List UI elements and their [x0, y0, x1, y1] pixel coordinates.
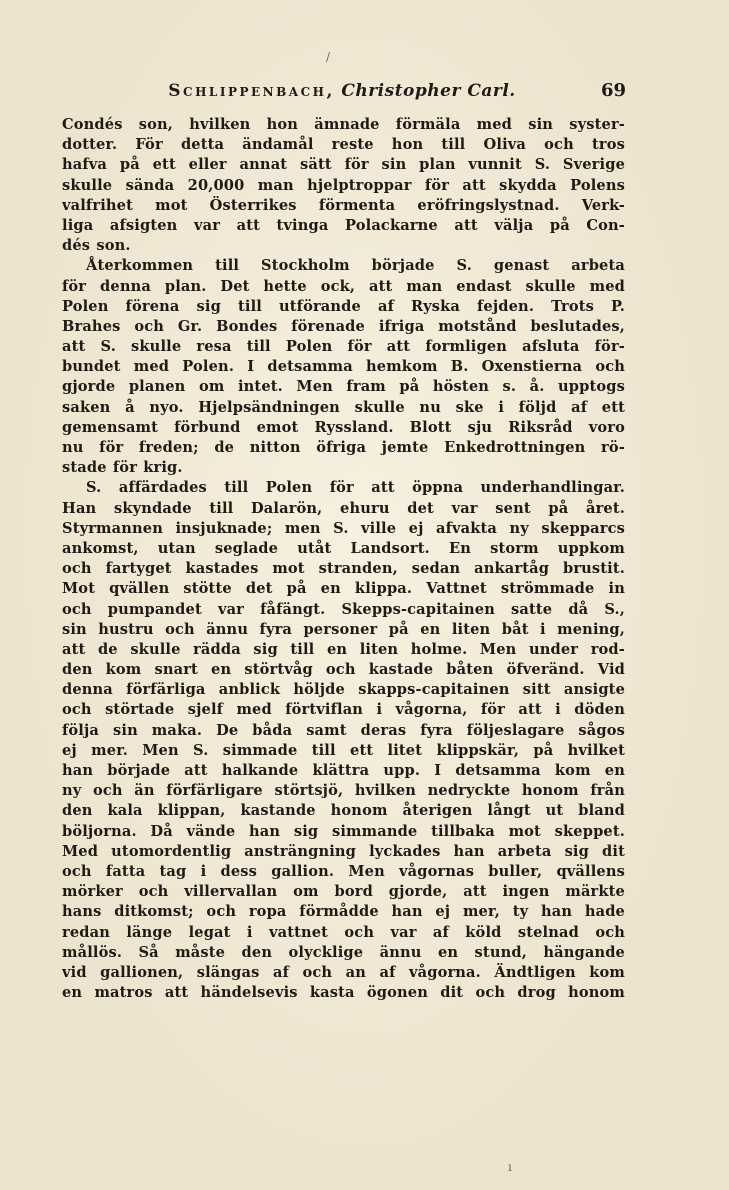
text-line: hans ditkomst; och ropa förmådde han ej mer, ty han hade [62, 903, 625, 921]
running-head-surname: Schlippenbach, [168, 81, 335, 101]
text-line: och pumpandet var fåfängt. Skepps-capitainen satte då S., [62, 600, 625, 618]
text-line: den kala klippan, kastande honom återigen långt ut bland [62, 802, 625, 820]
text-line: saken å nyo. Hjelpsändningen skulle nu ske i följd af ett [62, 398, 625, 416]
page-number: 69 [600, 80, 626, 101]
text-line: gjorde planen om intet. Men fram på hösten s. å. upptogs [62, 378, 625, 396]
text-line: den kom snart en störtvåg och kastade båten öfveränd. Vid [62, 661, 625, 679]
text-line: och fartyget kastades mot stranden, sedan ankartåg brustit. [62, 560, 625, 578]
text-line: böljorna. Då vände han sig simmande tillbaka mot skeppet. [62, 822, 625, 840]
text-line: att S. skulle resa till Polen för att formligen afsluta för- [62, 338, 625, 356]
text-line: nu för freden; de nitton öfriga jemte Enkedrottningen rö- [62, 439, 625, 456]
text-line: ankomst, utan seglade utåt Landsort. En storm uppkom [62, 539, 625, 557]
text-line: stade för krig. [62, 459, 183, 477]
text-line: liga afsigten var att tvinga Polackarne att välja på Con- [62, 216, 625, 234]
text-line: gemensamt förbund emot Ryssland. Blott sju Riksråd voro [62, 418, 625, 436]
printing-mark-bottom: ı [508, 1160, 512, 1174]
text-line: han började att halkande klättra upp. I detsamma kom en [62, 762, 625, 779]
text-line: Han skyndade till Dalarön, ehuru det var sent på året. [62, 499, 625, 517]
text-line: och störtade sjelf med förtviflan i vågorna, för att i döden [62, 701, 625, 719]
text-line: Condés son, hvilken hon ämnade förmäla med sin syster- [62, 116, 625, 133]
text-line: för denna plan. Det hette ock, att man endast skulle med [62, 277, 625, 295]
text-line: att de skulle rädda sig till en liten holme. Men under rod- [62, 640, 625, 658]
text-line: Brahes och Gr. Bondes förenade ifriga motstånd beslutades, [62, 317, 625, 335]
printing-mark-top: / [326, 50, 331, 64]
text-line: hafva på ett eller annat sätt för sin plan vunnit S. Sverige [62, 156, 625, 174]
text-line: Återkommen till Stockholm började S. genast arbeta [86, 257, 625, 275]
running-head [62, 78, 622, 104]
text-line: vid gallionen, slängas af och an af vågorna. Ändtligen kom [62, 963, 625, 981]
text-line: ny och än förfärligare störtsjö, hvilken nedryckte honom från [62, 782, 625, 800]
running-head-given-names: Christopher Carl. [341, 81, 516, 101]
text-line: och fatta tag i dess gallion. Men vågornas buller, qvällens [62, 862, 625, 880]
text-line: denna förfärliga anblick höljde skapps-capitainen sitt ansigte [62, 681, 625, 699]
text-line: Styrmannen insjuknade; men S. ville ej afvakta ny skepparcs [62, 519, 625, 537]
text-line: skulle sända 20,000 man hjelptroppar för att skydda Polens [62, 176, 625, 194]
text-line: följa sin maka. De båda samt deras fyra följeslagare sågos [62, 721, 625, 739]
text-line: dotter. För detta ändamål reste hon till Oliva och tros [62, 136, 625, 154]
text-line: ej mer. Men S. simmade till ett litet klippskär, på hvilket [62, 741, 625, 759]
text-line: Mot qvällen stötte det på en klippa. Vattnet strömmade in [62, 580, 625, 598]
page-header [62, 78, 626, 104]
text-line: en matros att händelsevis kasta ögonen dit och drog honom [62, 984, 625, 1002]
body-text [62, 115, 625, 1003]
text-line: dés son. [62, 237, 131, 255]
text-line: S. affärdades till Polen för att öppna underhandlingar. [86, 479, 625, 497]
text-line: Polen förena sig till utförande af Ryska fejden. Trots P. [62, 297, 625, 315]
text-line: bundet med Polen. I detsamma hemkom B. Oxenstierna och [62, 358, 625, 376]
text-line: mållös. Så måste den olycklige ännu en stund, hängande [62, 943, 625, 961]
text-line: redan länge legat i vattnet och var af köld stelnad och [62, 923, 625, 941]
text-line: mörker och villervallan om bord gjorde, att ingen märkte [62, 883, 625, 901]
text-line: Med utomordentlig ansträngning lyckades han arbeta sig dit [62, 842, 625, 860]
text-line: valfrihet mot Österrikes förmenta eröfringslystnad. Verk- [62, 196, 625, 214]
text-line: sin hustru och ännu fyra personer på en liten båt i mening, [62, 620, 625, 638]
